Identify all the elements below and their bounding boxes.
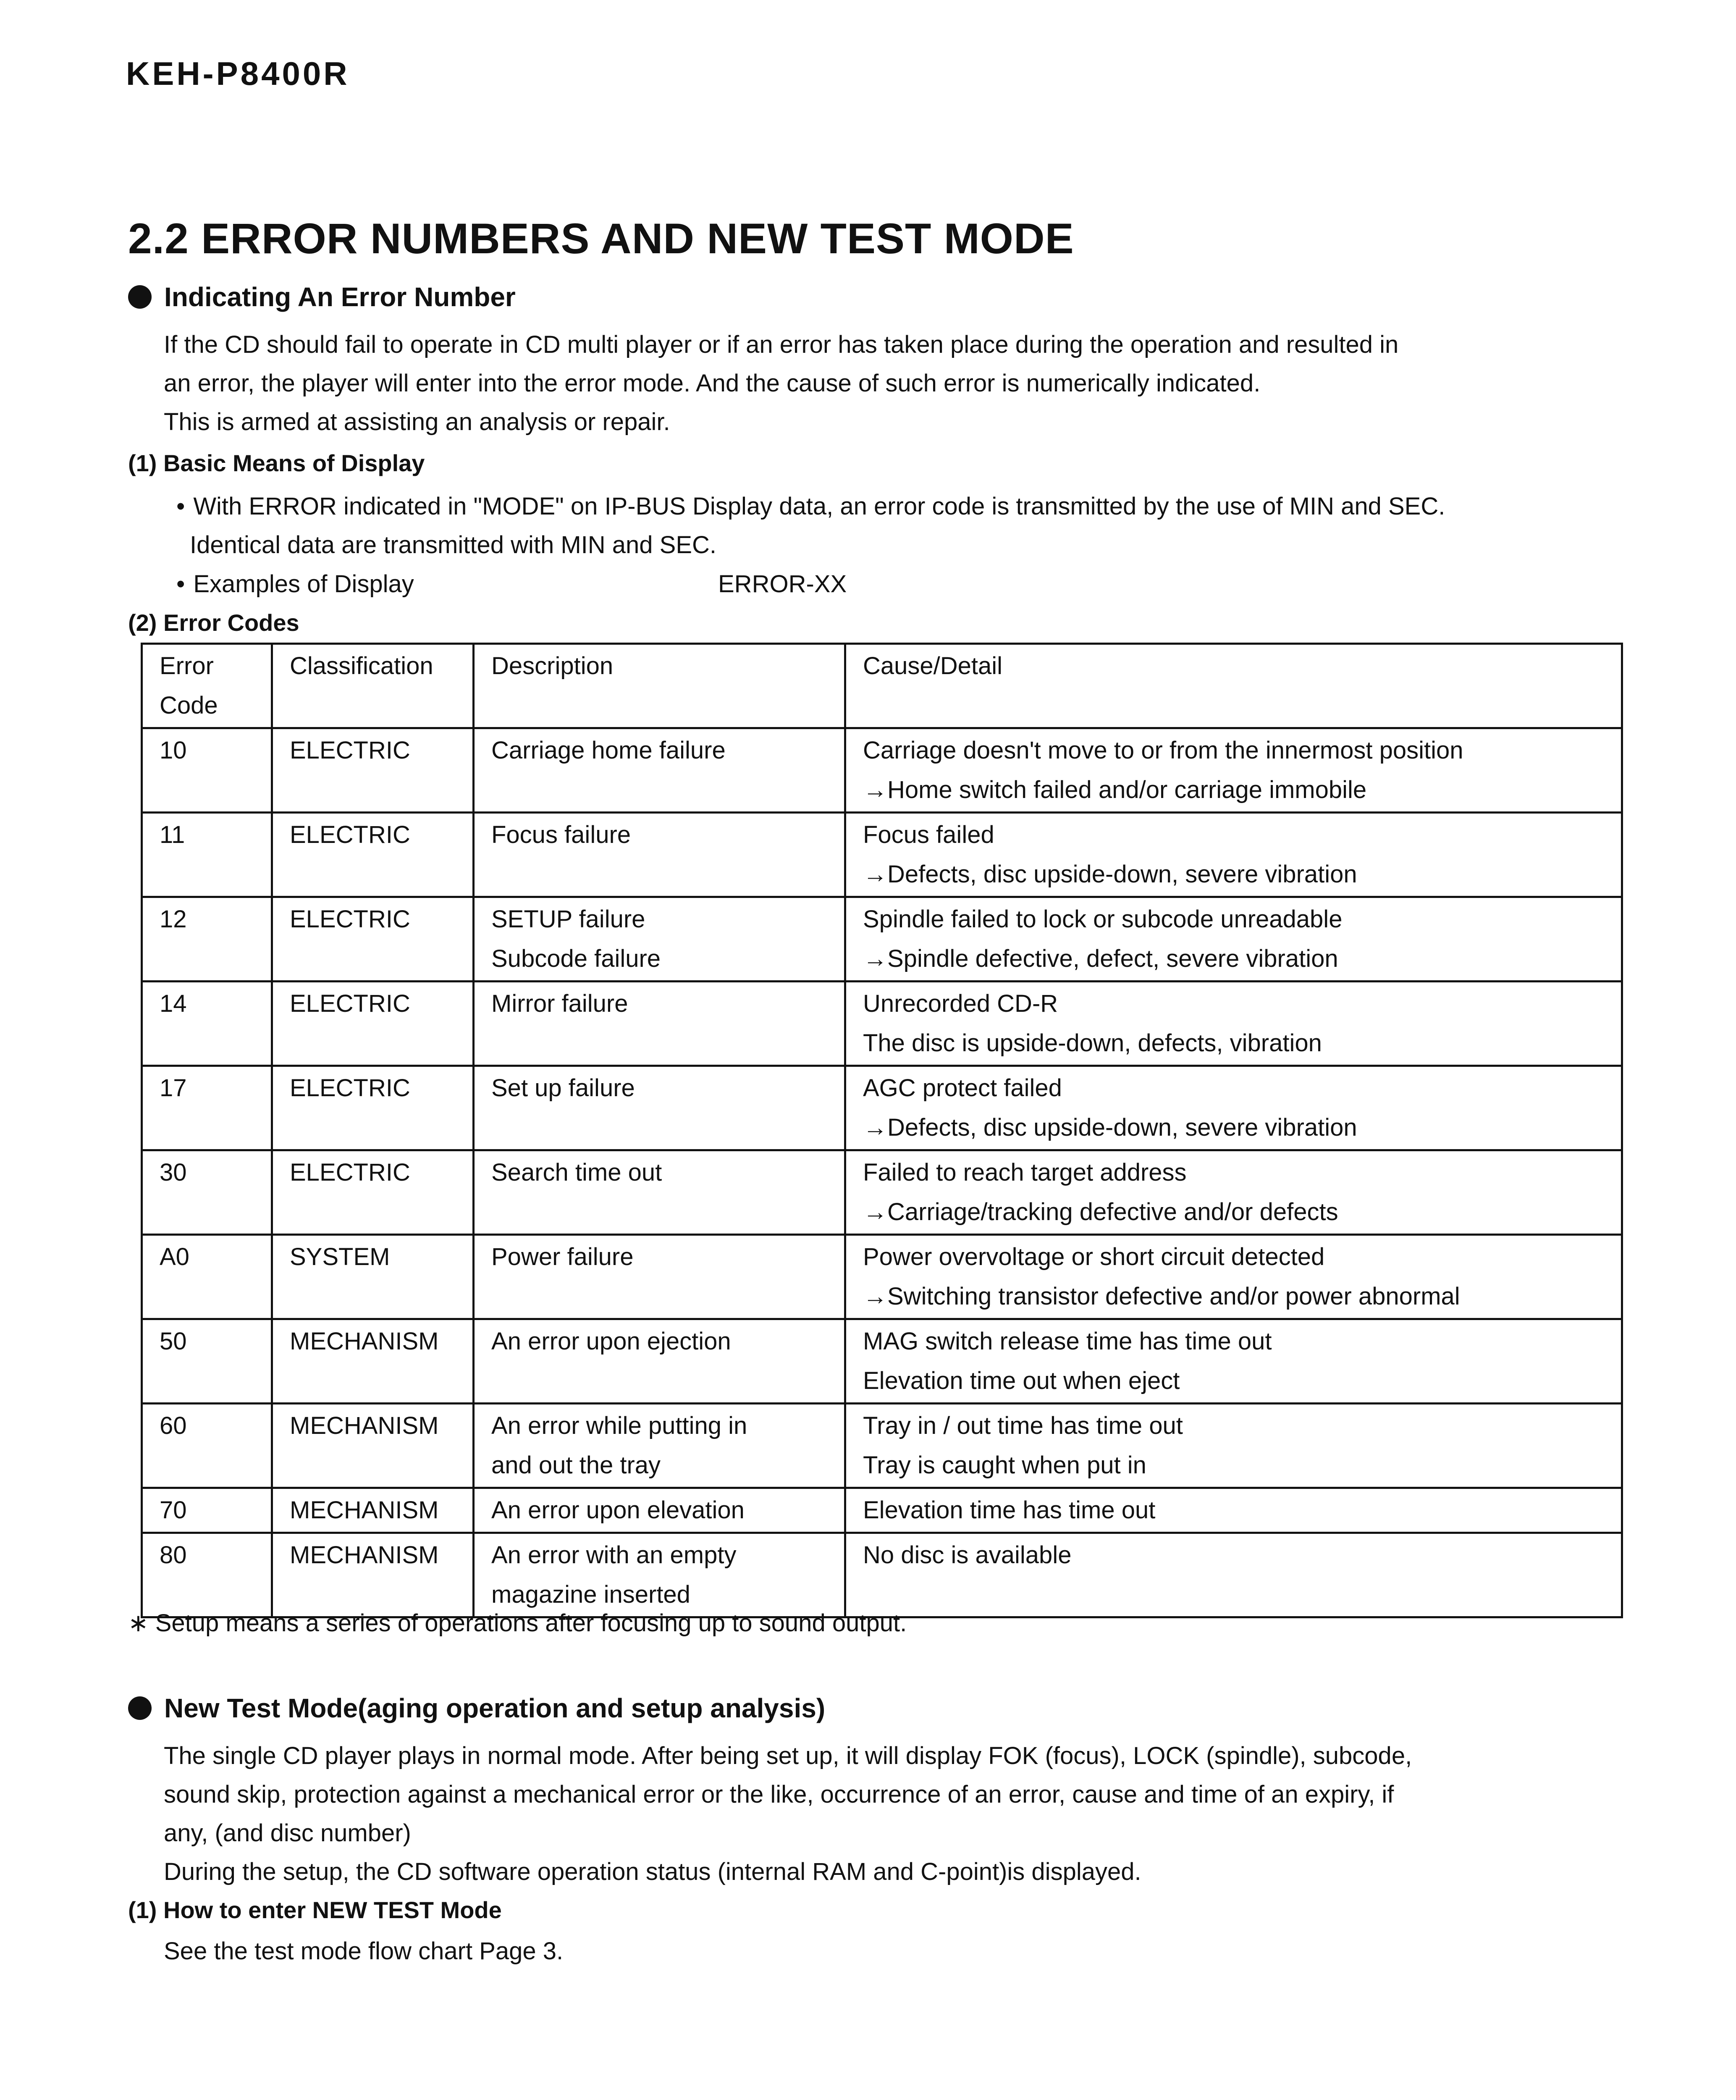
table-row	[142, 1533, 1622, 1617]
cause-line: Spindle failed to lock or subcode unreadable	[863, 906, 1343, 933]
cell-cause	[845, 813, 1622, 897]
cause-line: Elevation time has time out	[863, 1496, 1156, 1524]
cause-line: Tray is caught when put in	[863, 1452, 1146, 1479]
how-to-enter-heading: (1) How to enter NEW TEST Mode	[128, 1897, 502, 1923]
cell-error-code: 30	[142, 1150, 272, 1235]
test-mode-heading	[128, 1693, 825, 1724]
paragraph-line: sound skip, protection against a mechanical error or the like, occurrence of an error, cause and time of an expiry, if	[164, 1781, 1394, 1808]
cell-error-code: 50	[142, 1319, 272, 1404]
cell-classification: ELECTRIC	[272, 813, 474, 897]
cell-cause	[845, 897, 1622, 982]
paragraph-line: any, (and disc number)	[164, 1819, 411, 1847]
test-mode-heading-text: New Test Mode(aging operation and setup analysis)	[164, 1693, 826, 1723]
cell-description	[474, 1150, 845, 1235]
list-bullet-icon: •	[176, 570, 185, 598]
cell-description	[474, 1235, 845, 1319]
cell-classification: ELECTRIC	[272, 897, 474, 982]
cell-error-code: A0	[142, 1235, 272, 1319]
cause-line: →Home switch failed and/or carriage immobile	[863, 776, 1367, 803]
table-row	[142, 813, 1622, 897]
cause-line: MAG switch release time has time out	[863, 1328, 1272, 1355]
description-line: Carriage home failure	[491, 737, 726, 764]
cause-line: AGC protect failed	[863, 1074, 1062, 1102]
description-line: Focus failure	[491, 821, 631, 848]
description-line: Power failure	[491, 1243, 634, 1270]
bullet-icon	[128, 285, 152, 309]
cell-classification: MECHANISM	[272, 1319, 474, 1404]
table-row	[142, 1235, 1622, 1319]
cause-line: →Spindle defective, defect, severe vibration	[863, 945, 1338, 972]
cell-description	[474, 813, 845, 897]
description-line: Subcode failure	[491, 945, 661, 972]
cell-classification: MECHANISM	[272, 1404, 474, 1488]
cause-line: Unrecorded CD-R	[863, 990, 1058, 1017]
column-header-error-code	[142, 644, 272, 728]
cell-cause	[845, 1066, 1622, 1150]
display-example-value: ERROR-XX	[718, 570, 847, 598]
cell-error-code: 80	[142, 1533, 272, 1617]
test-mode-paragraph	[164, 1737, 1625, 1891]
list-item-text: With ERROR indicated in "MODE" on IP-BUS Display data, an error code is transmitted by the use of MIN and SEC.	[193, 493, 1445, 520]
cell-description	[474, 1404, 845, 1488]
paragraph-line: an error, the player will enter into the error mode. And the cause of such error is numerically indicated.	[164, 370, 1261, 397]
cell-cause	[845, 982, 1622, 1066]
cell-cause	[845, 1404, 1622, 1488]
cell-error-code: 17	[142, 1066, 272, 1150]
display-example-label: Examples of Display	[193, 570, 414, 598]
cause-line: Failed to reach target address	[863, 1159, 1187, 1186]
list-item-text: Identical data are transmitted with MIN and SEC.	[190, 531, 717, 559]
paragraph-line: The single CD player plays in normal mode. After being set up, it will display FOK (focus), LOCK (spindle), subcode,	[164, 1742, 1412, 1769]
table-row	[142, 1404, 1622, 1488]
cause-line: Focus failed	[863, 821, 994, 848]
cell-error-code: 70	[142, 1488, 272, 1533]
cause-line: Carriage doesn't move to or from the innermost position	[863, 737, 1463, 764]
table-row	[142, 1066, 1622, 1150]
cell-classification: SYSTEM	[272, 1235, 474, 1319]
display-list-item	[176, 487, 1634, 564]
error-number-heading	[128, 281, 516, 312]
cell-cause	[845, 1319, 1622, 1404]
description-line: and out the tray	[491, 1452, 661, 1479]
paragraph-line: This is armed at assisting an analysis or repair.	[164, 408, 670, 436]
cell-description	[474, 728, 845, 813]
list-bullet-icon: •	[176, 493, 185, 520]
error-codes-table	[141, 643, 1623, 1618]
model-number: KEH-P8400R	[126, 55, 350, 92]
cell-description	[474, 1066, 845, 1150]
cell-error-code: 10	[142, 728, 272, 813]
description-line: Set up failure	[491, 1074, 635, 1102]
cause-line: Elevation time out when eject	[863, 1367, 1180, 1394]
table-header-row	[142, 644, 1622, 728]
error-number-paragraph	[164, 326, 1625, 441]
footnote: ∗ Setup means a series of operations after focusing up to sound output.	[128, 1609, 907, 1637]
section-title: 2.2 ERROR NUMBERS AND NEW TEST MODE	[128, 215, 1074, 262]
cell-classification: ELECTRIC	[272, 728, 474, 813]
column-header-text: Code	[160, 692, 218, 719]
cell-classification: ELECTRIC	[272, 1066, 474, 1150]
cell-classification: MECHANISM	[272, 1488, 474, 1533]
cell-classification: MECHANISM	[272, 1533, 474, 1617]
cell-description	[474, 1319, 845, 1404]
cause-line: Tray in / out time has time out	[863, 1412, 1183, 1439]
table-row	[142, 728, 1622, 813]
cause-line: →Carriage/tracking defective and/or defects	[863, 1198, 1338, 1226]
cell-cause	[845, 1488, 1622, 1533]
error-codes-table-body	[142, 728, 1622, 1617]
column-header-cause: Cause/Detail	[845, 644, 1622, 728]
bullet-icon	[128, 1696, 152, 1720]
cell-cause	[845, 1533, 1622, 1617]
cell-error-code: 11	[142, 813, 272, 897]
description-line: Mirror failure	[491, 990, 628, 1017]
cause-line: →Defects, disc upside-down, severe vibration	[863, 1114, 1357, 1141]
paragraph-line: If the CD should fail to operate in CD multi player or if an error has taken place during the operation and resulted in	[164, 331, 1399, 358]
cell-cause	[845, 1150, 1622, 1235]
table-row	[142, 1319, 1622, 1404]
cell-description	[474, 897, 845, 982]
how-to-enter-text: See the test mode flow chart Page 3.	[164, 1937, 564, 1965]
cell-classification: ELECTRIC	[272, 982, 474, 1066]
cause-line: The disc is upside-down, defects, vibration	[863, 1029, 1322, 1057]
description-line: An error with an empty	[491, 1541, 737, 1569]
cell-description	[474, 1533, 845, 1617]
table-row	[142, 897, 1622, 982]
cause-line: No disc is available	[863, 1541, 1072, 1569]
description-line: An error upon ejection	[491, 1328, 731, 1355]
cell-error-code: 12	[142, 897, 272, 982]
description-line: An error while putting in	[491, 1412, 747, 1439]
cause-line: →Switching transistor defective and/or power abnormal	[863, 1283, 1460, 1310]
column-header-classification: Classification	[272, 644, 474, 728]
cell-description	[474, 1488, 845, 1533]
table-row	[142, 1150, 1622, 1235]
error-number-heading-text: Indicating An Error Number	[164, 282, 516, 312]
cause-line: →Defects, disc upside-down, severe vibration	[863, 861, 1357, 888]
cell-cause	[845, 1235, 1622, 1319]
description-line: magazine inserted	[491, 1581, 690, 1608]
cell-classification: ELECTRIC	[272, 1150, 474, 1235]
description-line: SETUP failure	[491, 906, 645, 933]
column-header-description: Description	[474, 644, 845, 728]
basic-means-heading: (1) Basic Means of Display	[128, 450, 425, 476]
paragraph-line: During the setup, the CD software operation status (internal RAM and C-point)is displayed.	[164, 1858, 1141, 1885]
cell-cause	[845, 728, 1622, 813]
table-row	[142, 982, 1622, 1066]
column-header-text: Error	[160, 652, 214, 680]
table-row	[142, 1488, 1622, 1533]
cell-error-code: 60	[142, 1404, 272, 1488]
cause-line: Power overvoltage or short circuit detected	[863, 1243, 1325, 1270]
error-codes-heading: (2) Error Codes	[128, 609, 299, 636]
description-line: Search time out	[491, 1159, 662, 1186]
description-line: An error upon elevation	[491, 1496, 745, 1524]
cell-error-code: 14	[142, 982, 272, 1066]
cell-description	[474, 982, 845, 1066]
display-example-item	[176, 565, 1634, 604]
